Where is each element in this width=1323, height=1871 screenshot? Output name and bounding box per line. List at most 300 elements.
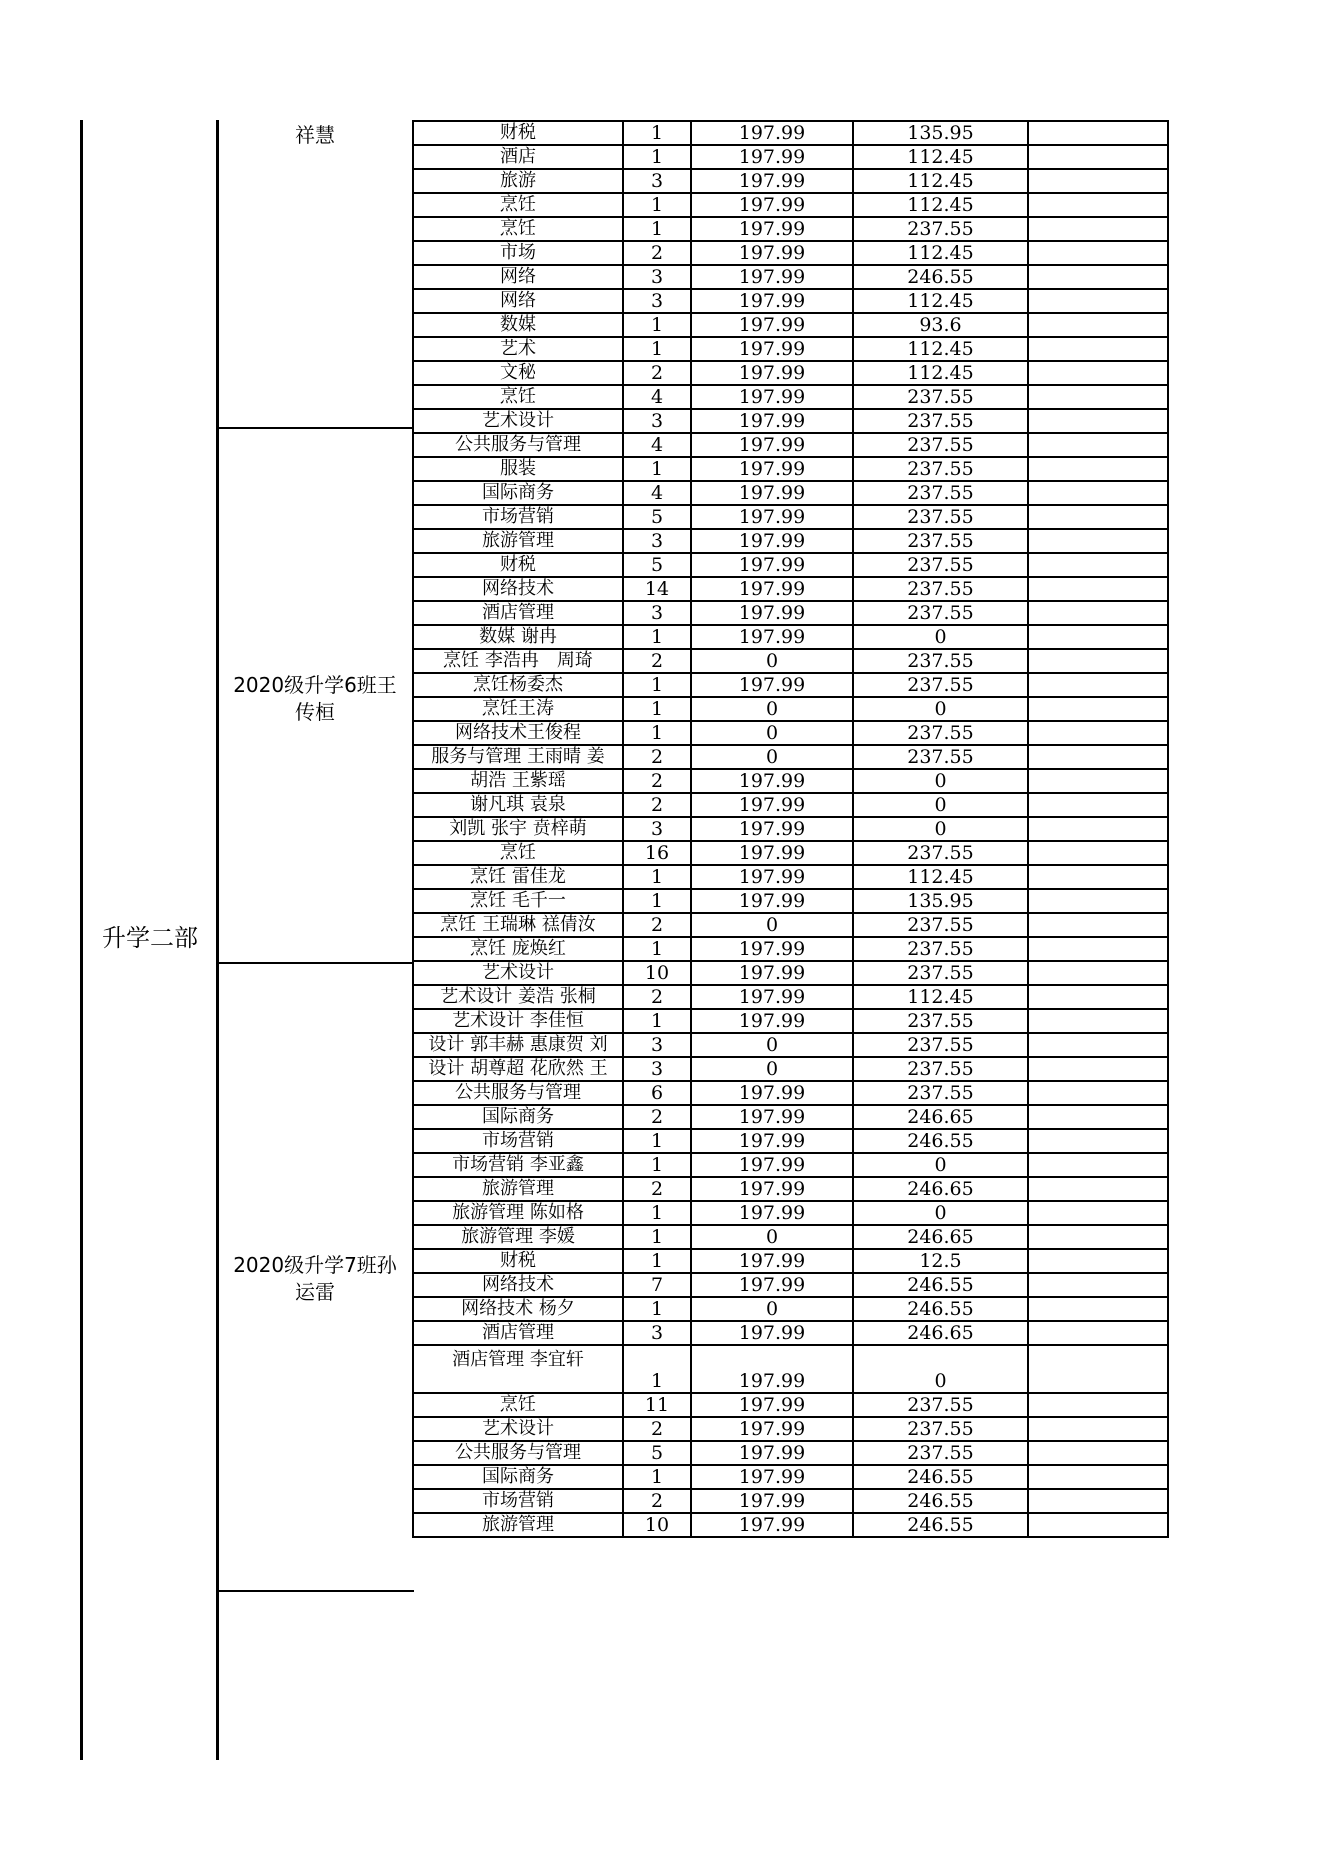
fee-a-cell: 197.99 [691, 673, 853, 697]
fee-a-cell: 197.99 [691, 793, 853, 817]
fee-b-cell: 0 [853, 1153, 1028, 1177]
major-cell: 网络 [413, 289, 623, 313]
fee-b-cell: 0 [853, 817, 1028, 841]
fee-b-cell: 112.45 [853, 337, 1028, 361]
fee-b-cell: 246.55 [853, 1465, 1028, 1489]
fee-a-cell: 197.99 [691, 457, 853, 481]
count-cell: 1 [623, 313, 691, 337]
count-cell: 4 [623, 385, 691, 409]
major-cell: 网络 [413, 265, 623, 289]
major-cell: 刘凯 张宇 贲梓萌 [413, 817, 623, 841]
count-cell: 1 [623, 193, 691, 217]
fee-b-cell: 237.55 [853, 601, 1028, 625]
major-cell: 服装 [413, 457, 623, 481]
major-cell: 市场营销 李亚鑫 [413, 1153, 623, 1177]
major-cell: 烹饪 庞焕红 [413, 937, 623, 961]
fee-a-cell: 197.99 [691, 193, 853, 217]
table-row [413, 1081, 1168, 1105]
major-cell: 酒店 [413, 145, 623, 169]
note-cell [1028, 217, 1168, 241]
major-cell: 国际商务 [413, 1465, 623, 1489]
fee-a-cell: 197.99 [691, 145, 853, 169]
major-cell: 网络技术王俊程 [413, 721, 623, 745]
fee-b-cell: 237.55 [853, 1033, 1028, 1057]
table-row [413, 1057, 1168, 1081]
fee-a-cell: 197.99 [691, 1465, 853, 1489]
major-cell: 酒店管理 李宜轩 [413, 1345, 623, 1393]
fee-b-cell: 237.55 [853, 745, 1028, 769]
major-cell: 烹饪王涛 [413, 697, 623, 721]
note-cell [1028, 1057, 1168, 1081]
fee-b-cell: 0 [853, 697, 1028, 721]
major-cell: 市场营销 [413, 505, 623, 529]
note-cell [1028, 385, 1168, 409]
data-table [412, 120, 1169, 1538]
count-cell: 2 [623, 361, 691, 385]
fee-a-cell: 197.99 [691, 409, 853, 433]
fee-b-cell: 12.5 [853, 1249, 1028, 1273]
table-row [413, 793, 1168, 817]
note-cell [1028, 841, 1168, 865]
fee-a-cell: 0 [691, 1033, 853, 1057]
major-cell: 服务与管理 王雨晴 姜 [413, 745, 623, 769]
fee-b-cell: 0 [853, 1201, 1028, 1225]
major-cell: 网络技术 [413, 577, 623, 601]
fee-b-cell: 237.55 [853, 385, 1028, 409]
count-cell: 2 [623, 1105, 691, 1129]
major-cell: 设计 胡尊超 花欣然 王 [413, 1057, 623, 1081]
count-cell: 1 [623, 1009, 691, 1033]
fee-a-cell: 197.99 [691, 601, 853, 625]
major-cell: 旅游管理 [413, 529, 623, 553]
count-cell: 2 [623, 793, 691, 817]
count-cell: 4 [623, 481, 691, 505]
table-row [413, 601, 1168, 625]
fee-a-cell: 197.99 [691, 529, 853, 553]
count-cell: 1 [623, 625, 691, 649]
fee-a-cell: 197.99 [691, 937, 853, 961]
fee-b-cell: 237.55 [853, 1081, 1028, 1105]
fee-b-cell: 237.55 [853, 505, 1028, 529]
major-cell: 财税 [413, 1249, 623, 1273]
data-table-body [413, 121, 1168, 1537]
department-divider-line [216, 120, 219, 1760]
fee-b-cell: 246.55 [853, 1273, 1028, 1297]
table-row [413, 505, 1168, 529]
note-cell [1028, 985, 1168, 1009]
fee-a-cell: 197.99 [691, 265, 853, 289]
fee-a-cell: 197.99 [691, 961, 853, 985]
count-cell: 3 [623, 289, 691, 313]
fee-b-cell: 237.55 [853, 457, 1028, 481]
fee-a-cell: 197.99 [691, 817, 853, 841]
count-cell: 16 [623, 841, 691, 865]
note-cell [1028, 649, 1168, 673]
major-cell: 烹饪 [413, 193, 623, 217]
note-cell [1028, 1081, 1168, 1105]
count-cell: 1 [623, 937, 691, 961]
fee-a-cell: 197.99 [691, 1441, 853, 1465]
fee-a-cell: 197.99 [691, 313, 853, 337]
count-cell: 1 [623, 1225, 691, 1249]
count-cell: 1 [623, 865, 691, 889]
count-cell: 2 [623, 1177, 691, 1201]
group-separator [216, 1590, 414, 1592]
fee-b-cell: 112.45 [853, 289, 1028, 313]
count-cell: 2 [623, 769, 691, 793]
fee-b-cell: 237.55 [853, 1417, 1028, 1441]
note-cell [1028, 697, 1168, 721]
major-cell: 公共服务与管理 [413, 1081, 623, 1105]
fee-b-cell: 237.55 [853, 1441, 1028, 1465]
major-cell: 烹饪 [413, 385, 623, 409]
table-row [413, 577, 1168, 601]
fee-a-cell: 197.99 [691, 385, 853, 409]
major-cell: 文秘 [413, 361, 623, 385]
fee-b-cell: 237.55 [853, 1057, 1028, 1081]
count-cell: 1 [623, 1249, 691, 1273]
fee-b-cell: 135.95 [853, 121, 1028, 145]
fee-a-cell: 197.99 [691, 1513, 853, 1537]
note-cell [1028, 553, 1168, 577]
fee-b-cell: 0 [853, 1345, 1028, 1393]
fee-b-cell: 246.55 [853, 1513, 1028, 1537]
count-cell: 2 [623, 985, 691, 1009]
count-cell: 2 [623, 913, 691, 937]
fee-a-cell: 197.99 [691, 433, 853, 457]
major-cell: 国际商务 [413, 1105, 623, 1129]
fee-b-cell: 237.55 [853, 913, 1028, 937]
major-cell: 烹饪 王瑞琳 禚倩汝 [413, 913, 623, 937]
count-cell: 3 [623, 409, 691, 433]
fee-a-cell: 197.99 [691, 1081, 853, 1105]
count-cell: 3 [623, 1057, 691, 1081]
count-cell: 6 [623, 1081, 691, 1105]
major-cell: 艺术 [413, 337, 623, 361]
fee-a-cell: 197.99 [691, 1417, 853, 1441]
left-border-line [80, 120, 83, 1760]
major-cell: 旅游管理 [413, 1513, 623, 1537]
fee-b-cell: 237.55 [853, 481, 1028, 505]
table-row [413, 409, 1168, 433]
major-cell: 财税 [413, 121, 623, 145]
count-cell: 10 [623, 961, 691, 985]
fee-b-cell: 0 [853, 793, 1028, 817]
count-cell: 1 [623, 697, 691, 721]
table-row [413, 241, 1168, 265]
table-row [413, 361, 1168, 385]
count-cell: 7 [623, 1273, 691, 1297]
count-cell: 5 [623, 1441, 691, 1465]
fee-a-cell: 197.99 [691, 553, 853, 577]
table-row [413, 1345, 1168, 1393]
table-row [413, 649, 1168, 673]
fee-a-cell: 197.99 [691, 1177, 853, 1201]
note-cell [1028, 961, 1168, 985]
fee-b-cell: 112.45 [853, 865, 1028, 889]
fee-a-cell: 197.99 [691, 289, 853, 313]
count-cell: 1 [623, 1201, 691, 1225]
table-row [413, 529, 1168, 553]
major-cell: 烹饪杨委杰 [413, 673, 623, 697]
note-cell [1028, 121, 1168, 145]
table-row [413, 1273, 1168, 1297]
fee-b-cell: 246.55 [853, 1297, 1028, 1321]
note-cell [1028, 241, 1168, 265]
table-row [413, 1321, 1168, 1345]
major-cell: 数媒 谢冉 [413, 625, 623, 649]
table-row [413, 385, 1168, 409]
note-cell [1028, 817, 1168, 841]
count-cell: 1 [623, 673, 691, 697]
major-cell: 市场营销 [413, 1129, 623, 1153]
note-cell [1028, 793, 1168, 817]
major-cell: 设计 郭丰赫 惠康贺 刘 [413, 1033, 623, 1057]
fee-b-cell: 112.45 [853, 241, 1028, 265]
note-cell [1028, 1345, 1168, 1393]
fee-a-cell: 197.99 [691, 121, 853, 145]
fee-a-cell: 0 [691, 1225, 853, 1249]
fee-a-cell: 197.99 [691, 865, 853, 889]
note-cell [1028, 1129, 1168, 1153]
count-cell: 1 [623, 889, 691, 913]
table-row [413, 1105, 1168, 1129]
note-cell [1028, 1513, 1168, 1537]
fee-b-cell: 237.55 [853, 433, 1028, 457]
fee-a-cell: 197.99 [691, 169, 853, 193]
table-row [413, 913, 1168, 937]
fee-a-cell: 0 [691, 697, 853, 721]
table-row [413, 1465, 1168, 1489]
table-row [413, 1417, 1168, 1441]
table-row [413, 1393, 1168, 1417]
count-cell: 14 [623, 577, 691, 601]
fee-a-cell: 197.99 [691, 1153, 853, 1177]
group-label: 2020级升学7班孙运雷 [233, 1253, 397, 1304]
table-row [413, 865, 1168, 889]
major-cell: 市场 [413, 241, 623, 265]
fee-a-cell: 197.99 [691, 1009, 853, 1033]
fee-a-cell: 197.99 [691, 361, 853, 385]
fee-b-cell: 135.95 [853, 889, 1028, 913]
fee-b-cell: 237.55 [853, 1393, 1028, 1417]
note-cell [1028, 1273, 1168, 1297]
count-cell: 3 [623, 169, 691, 193]
fee-a-cell: 197.99 [691, 1249, 853, 1273]
table-row [413, 697, 1168, 721]
table-row [413, 1297, 1168, 1321]
fee-b-cell: 112.45 [853, 985, 1028, 1009]
major-cell: 旅游管理 李媛 [413, 1225, 623, 1249]
table-row [413, 1441, 1168, 1465]
fee-a-cell: 0 [691, 721, 853, 745]
count-cell: 1 [623, 1129, 691, 1153]
table-row [413, 625, 1168, 649]
fee-b-cell: 237.55 [853, 577, 1028, 601]
fee-a-cell: 197.99 [691, 217, 853, 241]
count-cell: 2 [623, 1417, 691, 1441]
count-cell: 5 [623, 553, 691, 577]
count-cell: 1 [623, 721, 691, 745]
major-cell: 艺术设计 李佳恒 [413, 1009, 623, 1033]
major-cell: 艺术设计 [413, 1417, 623, 1441]
table-row [413, 985, 1168, 1009]
count-cell: 3 [623, 1321, 691, 1345]
note-cell [1028, 625, 1168, 649]
count-cell: 3 [623, 529, 691, 553]
table-row [413, 193, 1168, 217]
table-row [413, 1489, 1168, 1513]
table-row [413, 937, 1168, 961]
major-cell: 艺术设计 [413, 961, 623, 985]
fee-b-cell: 237.55 [853, 721, 1028, 745]
note-cell [1028, 529, 1168, 553]
fee-a-cell: 0 [691, 913, 853, 937]
note-cell [1028, 1417, 1168, 1441]
major-cell: 公共服务与管理 [413, 433, 623, 457]
fee-b-cell: 237.55 [853, 1009, 1028, 1033]
table-row [413, 313, 1168, 337]
note-cell [1028, 505, 1168, 529]
note-cell [1028, 409, 1168, 433]
table-row [413, 841, 1168, 865]
fee-a-cell: 0 [691, 745, 853, 769]
fee-b-cell: 246.55 [853, 1129, 1028, 1153]
fee-b-cell: 237.55 [853, 217, 1028, 241]
fee-a-cell: 197.99 [691, 1321, 853, 1345]
note-cell [1028, 865, 1168, 889]
fee-a-cell: 197.99 [691, 985, 853, 1009]
table-row [413, 721, 1168, 745]
fee-b-cell: 246.65 [853, 1321, 1028, 1345]
fee-b-cell: 112.45 [853, 193, 1028, 217]
table-row [413, 1129, 1168, 1153]
note-cell [1028, 1489, 1168, 1513]
note-cell [1028, 889, 1168, 913]
group-separator [216, 427, 414, 429]
count-cell: 2 [623, 745, 691, 769]
fee-b-cell: 0 [853, 625, 1028, 649]
count-cell: 3 [623, 265, 691, 289]
fee-a-cell: 197.99 [691, 481, 853, 505]
note-cell [1028, 313, 1168, 337]
count-cell: 1 [623, 217, 691, 241]
fee-a-cell: 197.99 [691, 1273, 853, 1297]
table-row [413, 289, 1168, 313]
count-cell: 1 [623, 1465, 691, 1489]
count-cell: 3 [623, 1033, 691, 1057]
table-row [413, 1513, 1168, 1537]
note-cell [1028, 1105, 1168, 1129]
major-cell: 胡浩 王紫瑶 [413, 769, 623, 793]
table-row [413, 553, 1168, 577]
fee-a-cell: 197.99 [691, 337, 853, 361]
note-cell [1028, 481, 1168, 505]
fee-a-cell: 197.99 [691, 1345, 853, 1393]
note-cell [1028, 721, 1168, 745]
table-row [413, 457, 1168, 481]
fee-b-cell: 112.45 [853, 169, 1028, 193]
fee-b-cell: 237.55 [853, 841, 1028, 865]
count-cell: 2 [623, 241, 691, 265]
note-cell [1028, 145, 1168, 169]
major-cell: 酒店管理 [413, 601, 623, 625]
table-row [413, 1033, 1168, 1057]
note-cell [1028, 169, 1168, 193]
major-cell: 市场营销 [413, 1489, 623, 1513]
count-cell: 11 [623, 1393, 691, 1417]
count-cell: 1 [623, 457, 691, 481]
major-cell: 烹饪 雷佳龙 [413, 865, 623, 889]
table-row [413, 817, 1168, 841]
note-cell [1028, 1249, 1168, 1273]
major-cell: 艺术设计 姜浩 张桐 [413, 985, 623, 1009]
note-cell [1028, 457, 1168, 481]
major-cell: 旅游 [413, 169, 623, 193]
table-row [413, 673, 1168, 697]
fee-a-cell: 197.99 [691, 1129, 853, 1153]
fee-b-cell: 112.45 [853, 145, 1028, 169]
count-cell: 1 [623, 145, 691, 169]
fee-a-cell: 197.99 [691, 1201, 853, 1225]
fee-a-cell: 197.99 [691, 577, 853, 601]
table-row [413, 1009, 1168, 1033]
group-label: 2020级升学6班王传桓 [233, 673, 397, 724]
count-cell: 1 [623, 121, 691, 145]
table-row [413, 961, 1168, 985]
group-label: 祥慧 [295, 123, 335, 147]
fee-b-cell: 237.55 [853, 961, 1028, 985]
major-cell: 酒店管理 [413, 1321, 623, 1345]
count-cell: 3 [623, 601, 691, 625]
fee-a-cell: 197.99 [691, 241, 853, 265]
table-row [413, 169, 1168, 193]
table-row [413, 889, 1168, 913]
note-cell [1028, 745, 1168, 769]
note-cell [1028, 769, 1168, 793]
major-cell: 烹饪 [413, 1393, 623, 1417]
fee-b-cell: 237.55 [853, 529, 1028, 553]
fee-a-cell: 197.99 [691, 841, 853, 865]
table-row [413, 769, 1168, 793]
major-cell: 国际商务 [413, 481, 623, 505]
fee-b-cell: 246.65 [853, 1225, 1028, 1249]
fee-a-cell: 197.99 [691, 505, 853, 529]
note-cell [1028, 913, 1168, 937]
note-cell [1028, 1009, 1168, 1033]
note-cell [1028, 1201, 1168, 1225]
major-cell: 网络技术 [413, 1273, 623, 1297]
count-cell: 1 [623, 337, 691, 361]
fee-a-cell: 197.99 [691, 1489, 853, 1513]
count-cell: 4 [623, 433, 691, 457]
fee-b-cell: 246.55 [853, 1489, 1028, 1513]
group-separator [216, 962, 414, 964]
fee-b-cell: 237.55 [853, 409, 1028, 433]
fee-b-cell: 237.55 [853, 553, 1028, 577]
note-cell [1028, 193, 1168, 217]
fee-b-cell: 237.55 [853, 673, 1028, 697]
major-cell: 烹饪 [413, 217, 623, 241]
major-cell: 网络技术 杨夕 [413, 1297, 623, 1321]
major-cell: 烹饪 [413, 841, 623, 865]
note-cell [1028, 433, 1168, 457]
note-cell [1028, 1441, 1168, 1465]
count-cell: 2 [623, 1489, 691, 1513]
fee-b-cell: 246.65 [853, 1105, 1028, 1129]
fee-b-cell: 237.55 [853, 937, 1028, 961]
count-cell: 3 [623, 817, 691, 841]
